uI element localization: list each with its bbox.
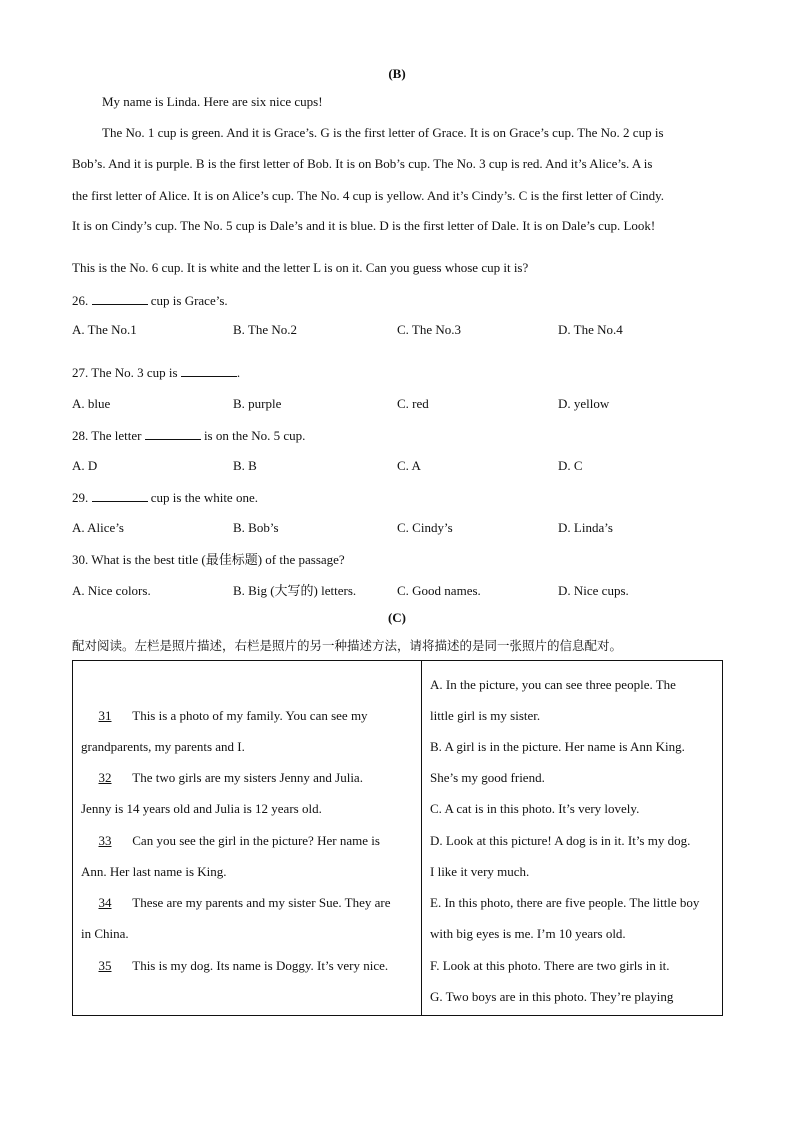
q27-option-b[interactable]: B. purple (233, 396, 282, 411)
q30-option-d[interactable]: D. Nice cups. (558, 583, 629, 598)
q28-option-b[interactable]: B. B (233, 458, 257, 473)
option-a-line-2: little girl is my sister. (430, 708, 541, 723)
q28-option-a[interactable]: A. D (72, 458, 98, 473)
q28-option-c[interactable]: C. A (397, 458, 421, 473)
q30-option-c[interactable]: C. Good names. (397, 583, 481, 598)
passage-line-5: It is on Cindy’s cup. The No. 5 cup is Dale’s and it is blue. D is the first letter of Dale. It is on Dale’s cup. Look! (72, 218, 656, 233)
question-29: 29. cup is the white one. (72, 490, 258, 505)
passage-line-2: The No. 1 cup is green. And it is Grace’s. G is the first letter of Grace. It is on Grace’s cup. The No. 2 cup is (102, 125, 664, 140)
q29-option-d[interactable]: D. Linda’s (558, 520, 613, 535)
match-item-32[interactable]: 32 The two girls are my sisters Jenny and Julia. (98, 770, 363, 785)
option-e-line-2: with big eyes is me. I’m 10 years old. (430, 926, 626, 941)
answer-blank[interactable] (145, 427, 201, 440)
option-e-line-1: E. In this photo, there are five people. The little boy (430, 895, 700, 910)
q29-option-a[interactable]: A. Alice’s (72, 520, 124, 535)
q27-option-d[interactable]: D. yellow (558, 396, 610, 411)
q26-option-b[interactable]: B. The No.2 (233, 322, 298, 337)
q29-option-c[interactable]: C. Cindy’s (397, 520, 453, 535)
right-column (422, 661, 723, 1016)
q28-option-d[interactable]: D. C (558, 458, 583, 473)
q26-option-a[interactable]: A. The No.1 (72, 322, 137, 337)
q27-option-a[interactable]: A. blue (72, 396, 111, 411)
match-item-33-cont: Ann. Her last name is King. (81, 864, 227, 879)
section-c-heading: (C) (387, 610, 407, 625)
q29-option-b[interactable]: B. Bob’s (233, 520, 279, 535)
answer-blank[interactable] (181, 364, 237, 377)
option-b-line-1: B. A girl is in the picture. Her name is Ann King. (430, 739, 685, 754)
section-b-heading: (B) (388, 66, 406, 81)
passage-line-6: This is the No. 6 cup. It is white and the letter L is on it. Can you guess whose cup it is? (72, 260, 529, 275)
option-d-line-1: D. Look at this picture! A dog is in it. It’s my dog. (430, 833, 691, 848)
q30-option-a[interactable]: A. Nice colors. (72, 583, 151, 598)
passage-line-1: My name is Linda. Here are six nice cups! (102, 94, 323, 109)
passage-line-3: Bob’s. And it is purple. B is the first letter of Bob. It is on Bob’s cup. The No. 3 cup is red. And it’s Alice’s. A is (72, 156, 653, 171)
question-30: 30. What is the best title (最佳标题) of the passage? (72, 552, 345, 567)
match-item-31[interactable]: 31 This is a photo of my family. You can see my (98, 708, 368, 723)
match-item-34-cont: in China. (81, 926, 129, 941)
match-item-31-cont: grandparents, my parents and I. (81, 739, 245, 754)
passage-line-4: the first letter of Alice. It is on Alice’s cup. The No. 4 cup is yellow. And it’s Cindy’s. C is the first letter of Cindy. (72, 188, 665, 203)
match-item-33[interactable]: 33 Can you see the girl in the picture? Her name is (98, 833, 380, 848)
option-b-line-2: She’s my good friend. (430, 770, 545, 785)
match-item-34[interactable]: 34 These are my parents and my sister Sue. They are (98, 895, 391, 910)
option-f-line-1: F. Look at this photo. There are two girls in it. (430, 958, 670, 973)
option-a-line-1: A. In the picture, you can see three people. The (430, 677, 676, 692)
option-g-line-1: G. Two boys are in this photo. They’re playing (430, 989, 674, 1004)
match-item-32-cont: Jenny is 14 years old and Julia is 12 years old. (81, 801, 322, 816)
q26-option-d[interactable]: D. The No.4 (558, 322, 623, 337)
q27-option-c[interactable]: C. red (397, 396, 429, 411)
answer-blank[interactable] (92, 292, 148, 305)
option-d-line-2: I like it very much. (430, 864, 530, 879)
question-26: 26. cup is Grace’s. (72, 293, 228, 308)
q30-option-b[interactable]: B. Big (大写的) letters. (233, 583, 357, 598)
answer-blank[interactable] (92, 489, 148, 502)
question-27: 27. The No. 3 cup is . (72, 365, 241, 380)
left-column (73, 661, 422, 1016)
match-item-35[interactable]: 35 This is my dog. Its name is Doggy. It’s very nice. (98, 958, 389, 973)
option-c-line-1: C. A cat is in this photo. It’s very lovely. (430, 801, 640, 816)
question-28: 28. The letter is on the No. 5 cup. (72, 428, 306, 443)
section-c-instruction: 配对阅读。左栏是照片描述，右栏是照片的另一种描述方法，请将描述的是同一张照片的信息配对。 (72, 638, 623, 653)
matching-table (72, 660, 723, 1016)
q26-option-c[interactable]: C. The No.3 (397, 322, 462, 337)
